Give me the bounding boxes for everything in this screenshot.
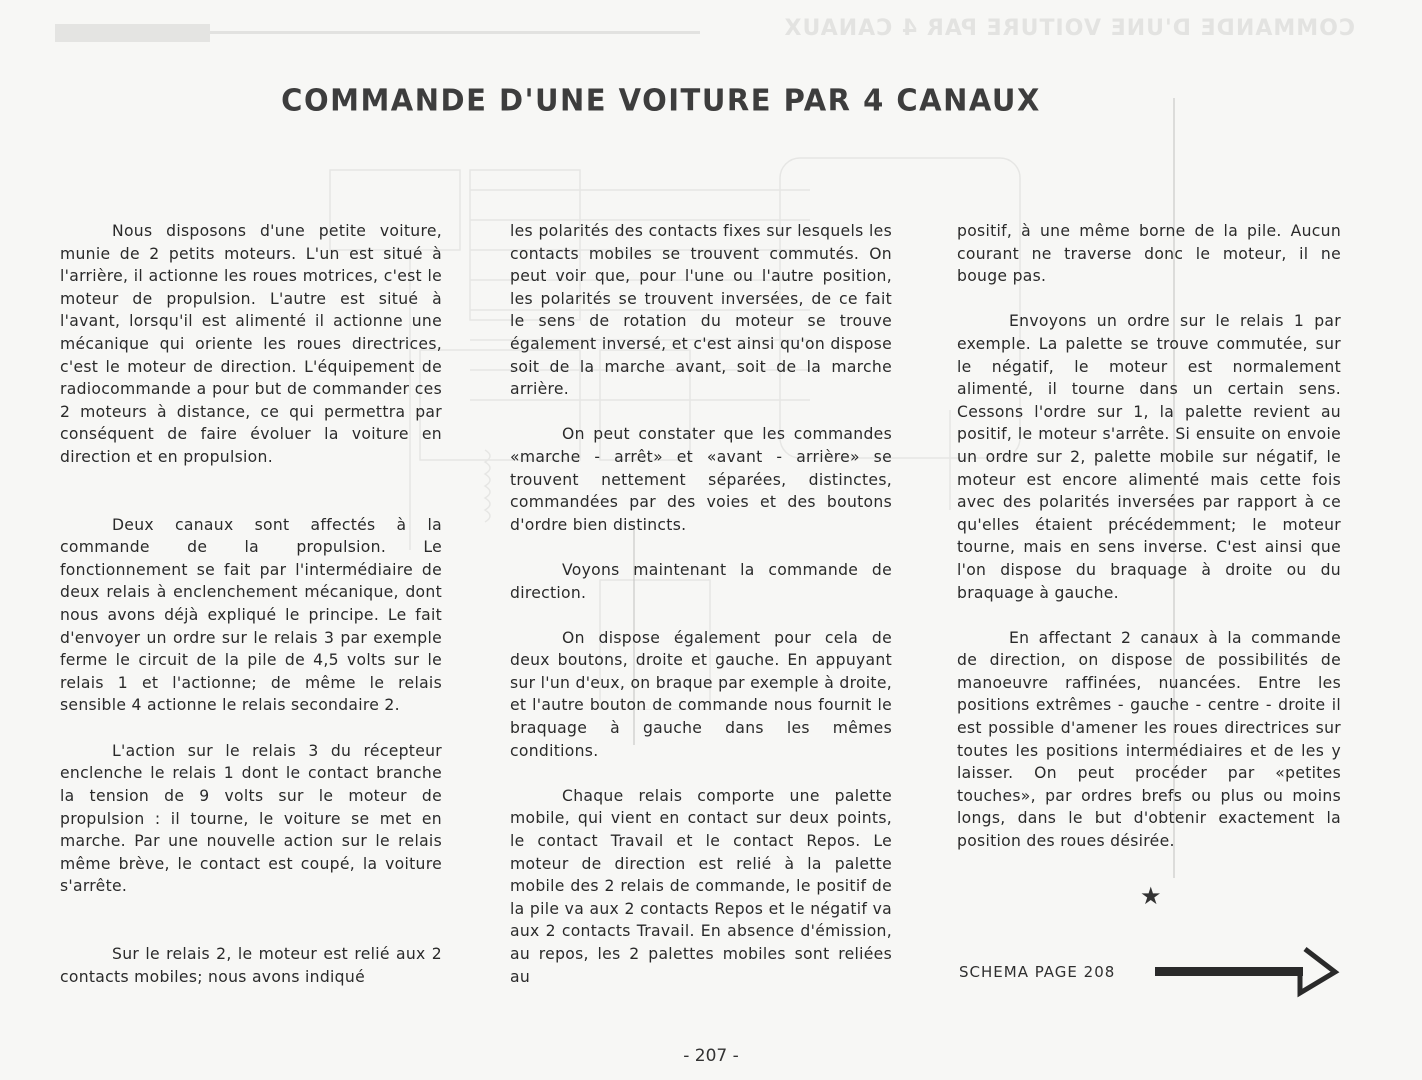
paragraph: Sur le relais 2, le moteur est relié aux 2 contacts mobiles; nous avons indiqué	[60, 945, 442, 986]
paragraph: L'action sur le relais 3 du récepteur enclenche le relais 1 dont le contact branche la tension de 9 volts sur le moteur de propulsion : il tourne, le voiture se met en marche. Par une nouvelle action sur le relais même brève, le contact est coupé, la voiture s'arrête.	[60, 741, 442, 896]
text-column-left	[60, 220, 442, 1011]
paragraph: On peut constater que les commandes «marche - arrêt» et «avant - arrière» se trouvent nettement séparées, distinctes, commandées par des voies et des boutons d'ordre bien distincts.	[510, 425, 892, 534]
paragraph: Deux canaux sont affectés à la commande de la propulsion. Le fonctionnement se fait par l'intermédiaire de deux relais à enclenchement mécanique, dont nous avons déjà expliqué le principe. Le fait d'envoyer un ordre sur le relais 3 par exemple ferme le circuit de la pile de 4,5 volts sur le relais 1 et l'actionne; de même le relais sensible 4 actionne le relais secondaire 2.	[60, 515, 442, 715]
page-title: COMMANDE D'UNE VOITURE PAR 4 CANAUX	[281, 82, 1041, 119]
bleed-through-header-band	[55, 24, 210, 42]
paragraph: Envoyons un ordre sur le relais 1 par exemple. La palette se trouve commutée, sur le négatif, le moteur est normalement alimenté, il tourne dans un certain sens. Cessons l'ordre sur 1, la palette revient au positif, le moteur s'arrête. Si ensuite on envoie un ordre sur 2, palette mobile sur négatif, le moteur est encore alimenté mais cette fois avec des polarités inversées par rapport à ce qu'elles étaient précédemment; le moteur tourne, mais en sens inverse. C'est ainsi que l'on dispose du braquage à droite ou du braquage à gauche.	[957, 312, 1341, 602]
paragraph: Voyons maintenant la commande de direction.	[510, 560, 892, 602]
paragraph: On dispose également pour cela de deux boutons, droite et gauche. En appuyant sur l'un d'eux, on braque par exemple à droite, et l'autre bouton de commande nous fournit le braquage à gauche dans les mêmes conditions.	[510, 628, 892, 760]
paragraph: positif, à une même borne de la pile. Aucun courant ne traverse donc le moteur, il ne bouge pas.	[957, 222, 1341, 286]
bleed-through-title: COMMANDE D'UNE VOITURE PAR 4 CANAUX	[783, 16, 1355, 41]
bleed-through-header-rule	[210, 31, 700, 34]
text-column-right	[957, 220, 1341, 875]
page-number: - 207 -	[683, 1046, 739, 1066]
paragraph: En affectant 2 canaux à la commande de direction, on dispose de possibilités de manoeuvre raffinées, nuancées. Entre les positions extrêmes - gauche - centre - droite il est possible d'amener les roues directrices sur toutes les positions intermédiaires et de les y laisser. On peut procéder par «petites touches», par ordres brefs ou plus ou moins longs, dans le but d'obtenir exactement la position des roues désirée.	[957, 628, 1341, 851]
paragraph: les polarités des contacts fixes sur lesquels les contacts mobiles se trouvent commutés. On peut voir que, pour l'une ou l'autre position, les polarités se trouvent inversées, de ce fait le sens de rotation du moteur se trouve également inversé, et c'est ainsi qu'on dispose soit de la marche avant, soit de la marche arrière.	[510, 222, 892, 399]
paragraph: Chaque relais comporte une palette mobile, qui vient en contact sur deux points, le contact Travail et le contact Repos. Le moteur de direction est relié à la palette mobile des 2 relais de commande, le positif de la pile va aux 2 contacts Repos et le négatif va aux 2 contacts Travail. En absence d'émission, au repos, les 2 palettes mobiles sont reliées au	[510, 786, 892, 986]
star-icon: ★	[1140, 882, 1162, 910]
text-column-middle	[510, 220, 892, 1011]
paragraph: Nous disposons d'une petite voiture, munie de 2 petits moteurs. L'un est situé à l'arrière, il actionne les roues motrices, c'est le moteur de propulsion. L'autre est situé à l'avant, lorsqu'il est alimenté il actionne une mécanique qui oriente les roues directrices, c'est le moteur de direction. L'équipement de radiocommande a pour but de commander ces 2 moteurs à distance, ce qui permettra par conséquent de faire évoluer la voiture en direction et en propulsion.	[60, 222, 442, 466]
arrow-right-icon	[1155, 945, 1340, 1000]
schema-page-reference: SCHEMA PAGE 208	[959, 963, 1116, 981]
